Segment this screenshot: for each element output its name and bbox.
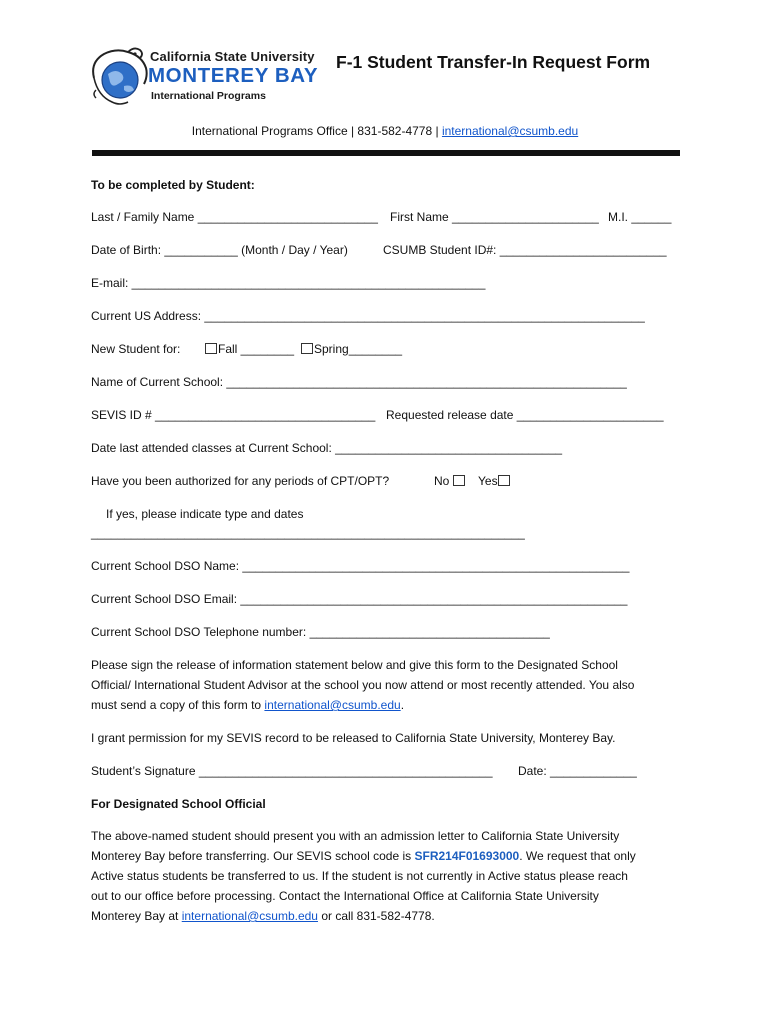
cpt-opt-question: Have you been authorized for any periods of CPT/OPT? bbox=[91, 474, 390, 488]
dso-phone-field[interactable]: Current School DSO Telephone number: ____________________________________ bbox=[91, 625, 550, 639]
dso-line-4: out to our office before processing. Contact the International Office at California State University bbox=[91, 889, 599, 903]
new-student-label: New Student for: bbox=[91, 342, 181, 356]
student-id-field[interactable]: CSUMB Student ID#: _________________________ bbox=[383, 243, 667, 257]
dso-instructions bbox=[91, 826, 691, 926]
fall-option[interactable] bbox=[205, 342, 294, 356]
email-field[interactable]: E-mail: _____________________________________________________ bbox=[91, 276, 486, 290]
dso-section-heading: For Designated School Official bbox=[91, 797, 266, 811]
permission-statement: I grant permission for my SEVIS record to be released to California State University, Monterey Bay. bbox=[91, 731, 616, 745]
dso-line-1: The above-named student should present you with an admission letter to California State University bbox=[91, 829, 620, 843]
form-title: F-1 Student Transfer-In Request Form bbox=[336, 52, 651, 72]
student-section-heading: To be completed by Student: bbox=[91, 178, 255, 192]
contact-line bbox=[0, 124, 770, 138]
fall-label: Fall ________ bbox=[218, 342, 295, 356]
fall-checkbox[interactable] bbox=[205, 343, 217, 354]
student-signature-field[interactable]: Student’s Signature ____________________________________________ bbox=[91, 764, 493, 778]
middle-initial-field[interactable]: M.I. ______ bbox=[608, 210, 672, 224]
signature-date-field[interactable]: Date: _____________ bbox=[518, 764, 637, 778]
spring-label: Spring________ bbox=[314, 342, 403, 356]
spring-option[interactable] bbox=[301, 342, 402, 356]
dso-email-field[interactable]: Current School DSO Email: __________________________________________________________ bbox=[91, 592, 628, 606]
date-last-attended-field[interactable]: Date last attended classes at Current School: __________________________________ bbox=[91, 441, 563, 455]
contact-email-link[interactable]: international@csumb.edu bbox=[441, 124, 579, 138]
release-date-field[interactable]: Requested release date ______________________ bbox=[386, 408, 664, 422]
yes-checkbox[interactable] bbox=[498, 475, 510, 486]
dso-line-3: Active status students be transferred to us. If the student is not currently in Active status please reach bbox=[91, 869, 628, 883]
cpt-opt-row bbox=[91, 474, 691, 488]
logo-campus-name: MONTEREY BAY bbox=[148, 64, 319, 87]
release-instruction-line-2: Official/ International Student Advisor at the school you now attend or most recently attended. You also bbox=[91, 678, 635, 692]
release-instruction-line-3: must send a copy of this form to international@csumb.edu. bbox=[91, 698, 405, 712]
address-field[interactable]: Current US Address: __________________________________________________________________ bbox=[91, 309, 645, 323]
last-name-field[interactable]: Last / Family Name ___________________________ bbox=[91, 210, 378, 224]
current-school-field[interactable]: Name of Current School: ____________________________________________________________ bbox=[91, 375, 627, 389]
dso-line-5: Monterey Bay at international@csumb.edu or call 831-582-4778. bbox=[91, 909, 435, 923]
new-student-row bbox=[91, 342, 691, 356]
contact-office: International Programs Office | 831-582-4778 | bbox=[191, 124, 442, 138]
no-option[interactable] bbox=[434, 474, 466, 488]
name-row bbox=[91, 210, 691, 224]
release-email-link[interactable]: international@csumb.edu bbox=[264, 698, 401, 712]
logo-department: International Programs bbox=[151, 90, 266, 102]
yes-label: Yes bbox=[478, 474, 498, 488]
no-checkbox[interactable] bbox=[453, 475, 465, 486]
dso-email-link[interactable]: international@csumb.edu bbox=[181, 909, 318, 923]
first-name-field[interactable]: First Name ______________________ bbox=[390, 210, 599, 224]
dob-row bbox=[91, 243, 691, 257]
header-divider bbox=[92, 150, 680, 156]
csumb-logo bbox=[88, 44, 318, 108]
logo-university-name: California State University bbox=[150, 49, 315, 64]
date-of-birth-field[interactable]: Date of Birth: ___________ (Month / Day / Year) bbox=[91, 243, 348, 257]
spring-checkbox[interactable] bbox=[301, 343, 313, 354]
no-label: No bbox=[434, 474, 450, 488]
sevis-row bbox=[91, 408, 691, 422]
if-yes-label: If yes, please indicate type and dates bbox=[106, 507, 304, 521]
sevis-school-code: SFR214F01693000 bbox=[414, 849, 520, 863]
release-instruction-line-1: Please sign the release of information statement below and give this form to the Designated School bbox=[91, 658, 618, 672]
sevis-id-field[interactable]: SEVIS ID # _________________________________ bbox=[91, 408, 376, 422]
yes-option[interactable] bbox=[478, 474, 511, 488]
dso-line-2: Monterey Bay before transferring. Our SEVIS school code is SFR214F01693000. We request that only bbox=[91, 849, 636, 863]
dso-name-field[interactable]: Current School DSO Name: __________________________________________________________ bbox=[91, 559, 630, 573]
if-yes-field[interactable]: _________________________________________________________________ bbox=[91, 526, 525, 540]
release-instructions bbox=[91, 655, 691, 715]
otter-globe-icon bbox=[88, 44, 152, 110]
signature-row bbox=[91, 764, 691, 778]
